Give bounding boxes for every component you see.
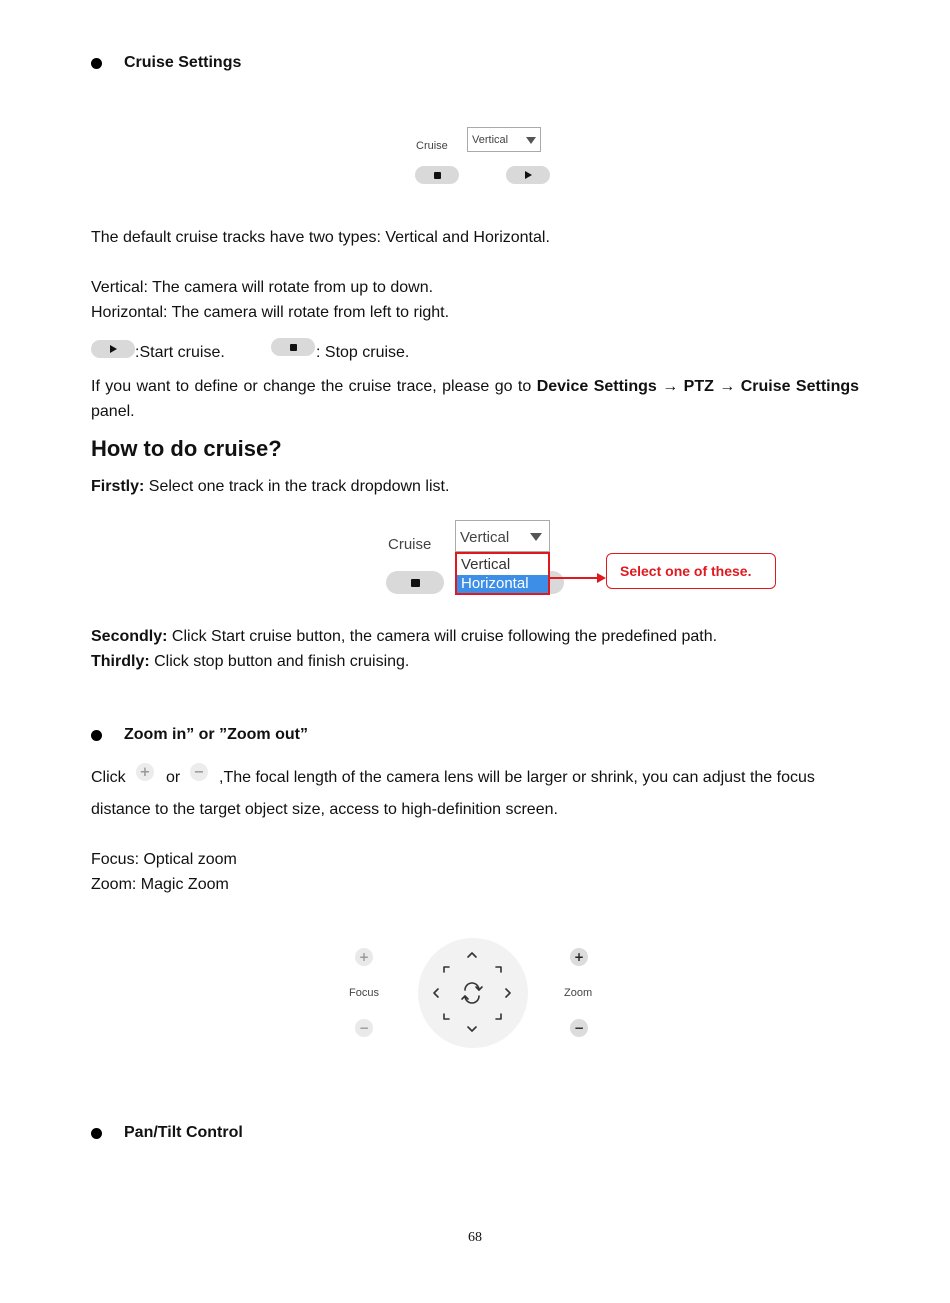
paragraph-default-tracks: The default cruise tracks have two types: Vertical and Horizontal. (91, 229, 550, 246)
focus-desc: Focus: Optical zoom (91, 851, 237, 868)
bullet-pan-tilt (91, 1124, 243, 1142)
stop-icon (434, 172, 441, 179)
start-pill (91, 340, 135, 358)
minus-icon: − (190, 763, 208, 781)
callout-arrow (550, 567, 610, 587)
paragraph-horizontal: Horizontal: The camera will rotate from left to right. (91, 304, 450, 321)
stop-cruise-text: : Stop cruise. (316, 344, 410, 361)
path-ptz: PTZ (683, 378, 714, 395)
inline-start-button (91, 340, 135, 358)
define-suffix: panel. (91, 403, 135, 420)
path-cruise-settings: Cruise Settings (740, 378, 860, 395)
thirdly-label: Thirdly: (91, 653, 150, 670)
stop-pill (271, 338, 315, 356)
secondly-label: Secondly: (91, 628, 168, 645)
zoom-desc-line2: distance to the target object size, access to high-definition screen. (91, 801, 558, 818)
chevron-down-icon (530, 533, 542, 541)
ptz-widget-image (340, 935, 610, 1050)
inline-stop-button (271, 338, 315, 356)
dropdown-options-list (455, 552, 550, 595)
path-device-settings: Device Settings (536, 378, 657, 395)
callout-box: Select one of these. (606, 553, 776, 589)
step-secondly (91, 627, 717, 647)
bullet-dot (91, 730, 102, 741)
arrow-left-icon (434, 989, 438, 997)
focus-minus-button[interactable]: − (355, 1019, 373, 1037)
direction-pad-icons (418, 938, 528, 1048)
dropdown-select-value: Vertical (460, 529, 510, 546)
zoom-click-word: Click (91, 769, 126, 786)
section-title-zoom: Zoom in” or ”Zoom out” (124, 726, 308, 743)
arrow-up-right-icon (496, 967, 501, 972)
start-cruise-button[interactable] (506, 166, 550, 184)
arrow-down-icon (468, 1027, 476, 1031)
cruise-select[interactable] (467, 127, 541, 152)
dropdown-option-horizontal[interactable]: Horizontal (457, 575, 548, 593)
stop-cruise-button[interactable] (415, 166, 459, 184)
dropdown-select[interactable] (455, 520, 550, 552)
focus-plus-button[interactable]: + (355, 948, 373, 966)
dropdown-stop-button[interactable] (386, 571, 444, 594)
direction-pad (418, 938, 528, 1048)
paragraph-vertical: Vertical: The camera will rotate from up to down. (91, 279, 434, 296)
heading-how-to-cruise: How to do cruise? (91, 436, 282, 461)
cruise-select-value: Vertical (472, 134, 509, 146)
zoom-or-word: or (166, 769, 181, 786)
bullet-dot (91, 58, 102, 69)
firstly-label: Firstly: (91, 478, 145, 495)
paragraph-define-cruise (91, 374, 859, 424)
dropdown-option-vertical[interactable]: Vertical (461, 556, 511, 573)
define-prefix: If you want to define or change the cruise trace, please go to (91, 378, 537, 395)
step-thirdly (91, 652, 409, 672)
zoom-plus-button[interactable]: + (570, 948, 588, 966)
start-cruise-text: :Start cruise. (135, 344, 225, 361)
plus-icon: + (136, 763, 154, 781)
arrow-up-icon (468, 953, 476, 957)
arrow-down-left-icon (444, 1014, 449, 1019)
section-title-pan-tilt: Pan/Tilt Control (124, 1124, 243, 1141)
stop-icon (411, 579, 420, 587)
page-number: 68 (468, 1230, 482, 1245)
step-firstly (91, 477, 449, 497)
zoom-desc: Zoom: Magic Zoom (91, 876, 229, 893)
play-icon (525, 171, 532, 179)
section-title-cruise: Cruise Settings (124, 54, 242, 71)
arrow-up-left-icon (444, 967, 449, 972)
thirdly-text: Click stop button and finish cruising. (149, 653, 410, 670)
zoom-label: Zoom (564, 987, 593, 999)
arrow-1: → (662, 378, 679, 395)
dropdown-cruise-label: Cruise (388, 536, 432, 553)
bullet-zoom (91, 726, 308, 744)
arrow-2: → (719, 378, 736, 395)
zoom-minus-button[interactable]: − (570, 1019, 588, 1037)
dropdown-widget-image (380, 515, 780, 605)
chevron-down-icon (526, 137, 536, 144)
bullet-cruise-settings (91, 54, 241, 72)
focus-label: Focus (349, 987, 379, 999)
zoom-desc-rest: ,The focal length of the camera lens will be larger or shrink, you can adjust the focus (219, 769, 815, 786)
arrow-down-right-icon (496, 1014, 501, 1019)
stop-icon (290, 344, 297, 351)
cruise-label: Cruise (416, 140, 448, 152)
cruise-widget-image (400, 120, 560, 190)
play-icon (110, 345, 117, 353)
arrow-right-icon (506, 989, 510, 997)
firstly-text: Select one track in the track dropdown list. (144, 478, 450, 495)
secondly-text: Click Start cruise button, the camera will cruise following the predefined path. (167, 628, 718, 645)
bullet-dot (91, 1128, 102, 1139)
